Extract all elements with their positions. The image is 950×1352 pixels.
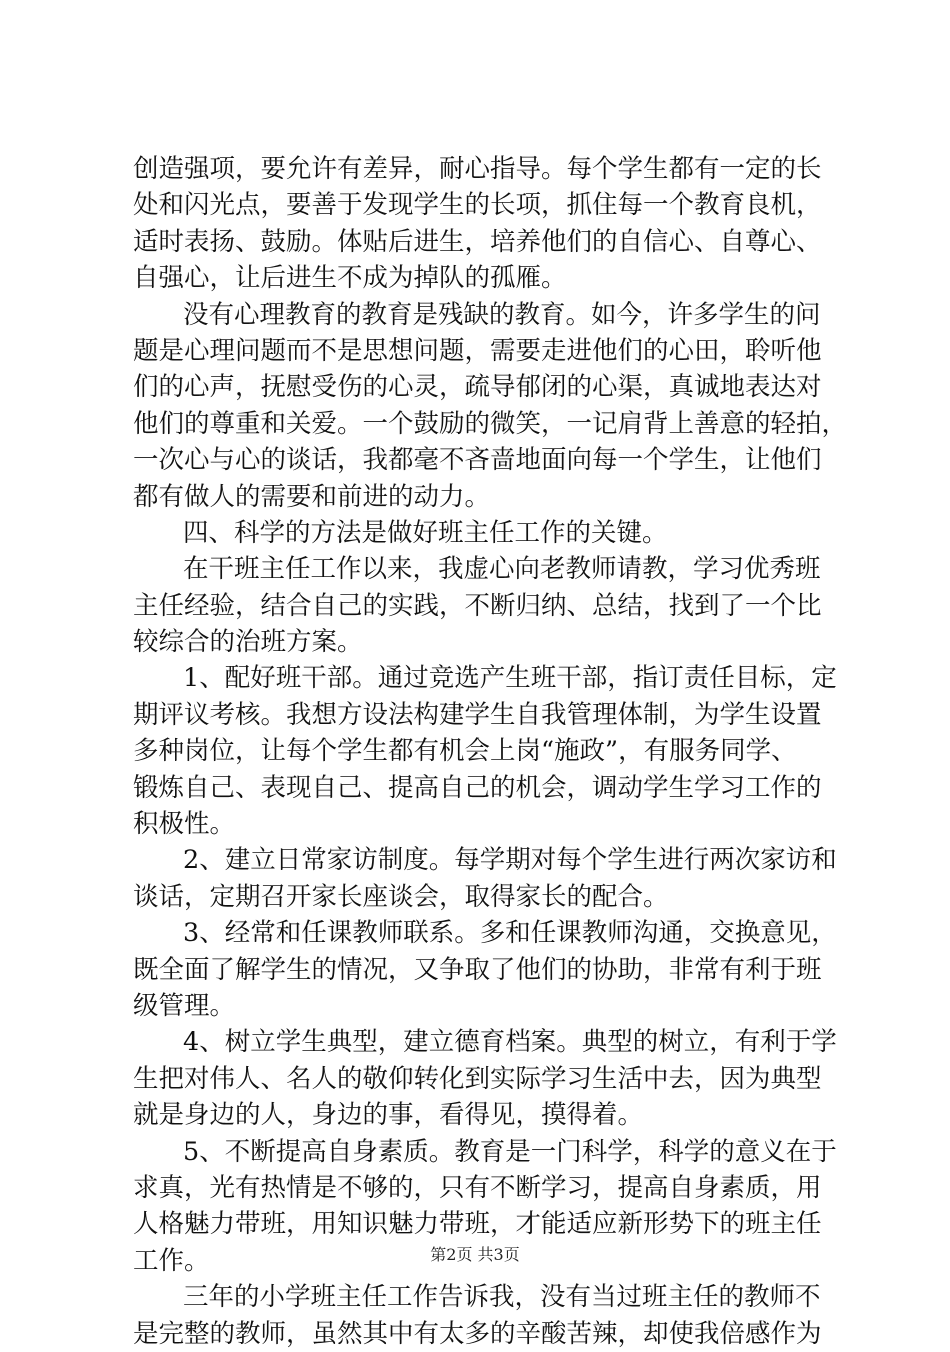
text-line: 一次心与心的谈话，我都毫不吝啬地面向每一个学生，让他们 xyxy=(133,445,822,476)
text-line: 都有做人的需要和前进的动力。 xyxy=(133,481,491,512)
text-line: 级管理。 xyxy=(133,990,236,1021)
text-line: 多种岗位，让每个学生都有机会上岗“施政”，有服务同学、 xyxy=(133,736,797,767)
text-line: 人格魅力带班，用知识魅力带班，才能适应新形势下的班主任 xyxy=(133,1209,822,1240)
text-line: 处和闪光点，要善于发现学生的长项，抓住每一个教育良机， xyxy=(133,190,822,221)
text-line: 四、科学的方法是做好班主任工作的关键。 xyxy=(183,517,668,548)
text-line: 求真，光有热情是不够的，只有不断学习，提高自身素质，用 xyxy=(133,1172,822,1203)
text-line: 创造强项，要允许有差异，耐心指导。每个学生都有一定的长 xyxy=(133,154,822,184)
text-line: 生把对伟人、名人的敬仰转化到实际学习生活中去，因为典型 xyxy=(133,1063,822,1094)
text-line: 期评议考核。我想方设法构建学生自我管理体制，为学生设置 xyxy=(133,699,822,730)
text-line: 4、树立学生典型，建立德育档案。典型的树立，有利于学 xyxy=(183,1027,837,1058)
text-line: 主任经验，结合自己的实践，不断归纳、总结，找到了一个比 xyxy=(133,590,822,621)
text-line: 2、建立日常家访制度。每学期对每个学生进行两次家访和 xyxy=(183,845,837,876)
text-line: 他们的尊重和关爱。一个鼓励的微笑，一记肩背上善意的轻拍， xyxy=(133,408,848,439)
document-body xyxy=(133,151,848,1352)
text-line: 3、经常和任课教师联系。多和任课教师沟通，交换意见， xyxy=(183,918,837,949)
page-footer xyxy=(0,1242,950,1265)
text-line: 锻炼自己、表现自己、提高自己的机会，调动学生学习工作的 xyxy=(133,772,822,803)
text-line: 们的心声，抚慰受伤的心灵，疏导郁闭的心渠，真诚地表达对 xyxy=(133,372,822,403)
text-line: 工作。 xyxy=(133,1245,210,1276)
text-line: 1、配好班干部。通过竞选产生班干部，指订责任目标，定 xyxy=(183,663,837,694)
text-line: 积极性。 xyxy=(133,809,236,840)
text-line: 自强心，让后进生不成为掉队的孤雁。 xyxy=(133,263,567,294)
text-line: 既全面了解学生的情况，又争取了他们的协助，非常有利于班 xyxy=(133,954,822,985)
text-line: 5、不断提高自身素质。教育是一门科学，科学的意义在于 xyxy=(183,1136,837,1167)
text-line: 没有心理教育的教育是残缺的教育。如今，许多学生的问 xyxy=(183,299,821,330)
text-line: 就是身边的人，身边的事，看得见，摸得着。 xyxy=(133,1100,644,1131)
text-line: 是完整的教师，虽然其中有太多的辛酸苦辣，却使我倍感作为 xyxy=(133,1318,822,1349)
page-number-indicator: 第2页 共3页 xyxy=(430,1245,520,1264)
text-line: 谈话，定期召开家长座谈会，取得家长的配合。 xyxy=(133,881,669,912)
text-line: 三年的小学班主任工作告诉我，没有当过班主任的教师不 xyxy=(183,1282,821,1313)
text-line: 在干班主任工作以来，我虚心向老教师请教，学习优秀班 xyxy=(183,554,821,585)
text-line: 题是心理问题而不是思想问题，需要走进他们的心田，聆听他 xyxy=(133,335,822,366)
text-line: 适时表扬、鼓励。体贴后进生，培养他们的自信心、自尊心、 xyxy=(133,226,822,257)
text-line: 较综合的治班方案。 xyxy=(133,627,363,658)
